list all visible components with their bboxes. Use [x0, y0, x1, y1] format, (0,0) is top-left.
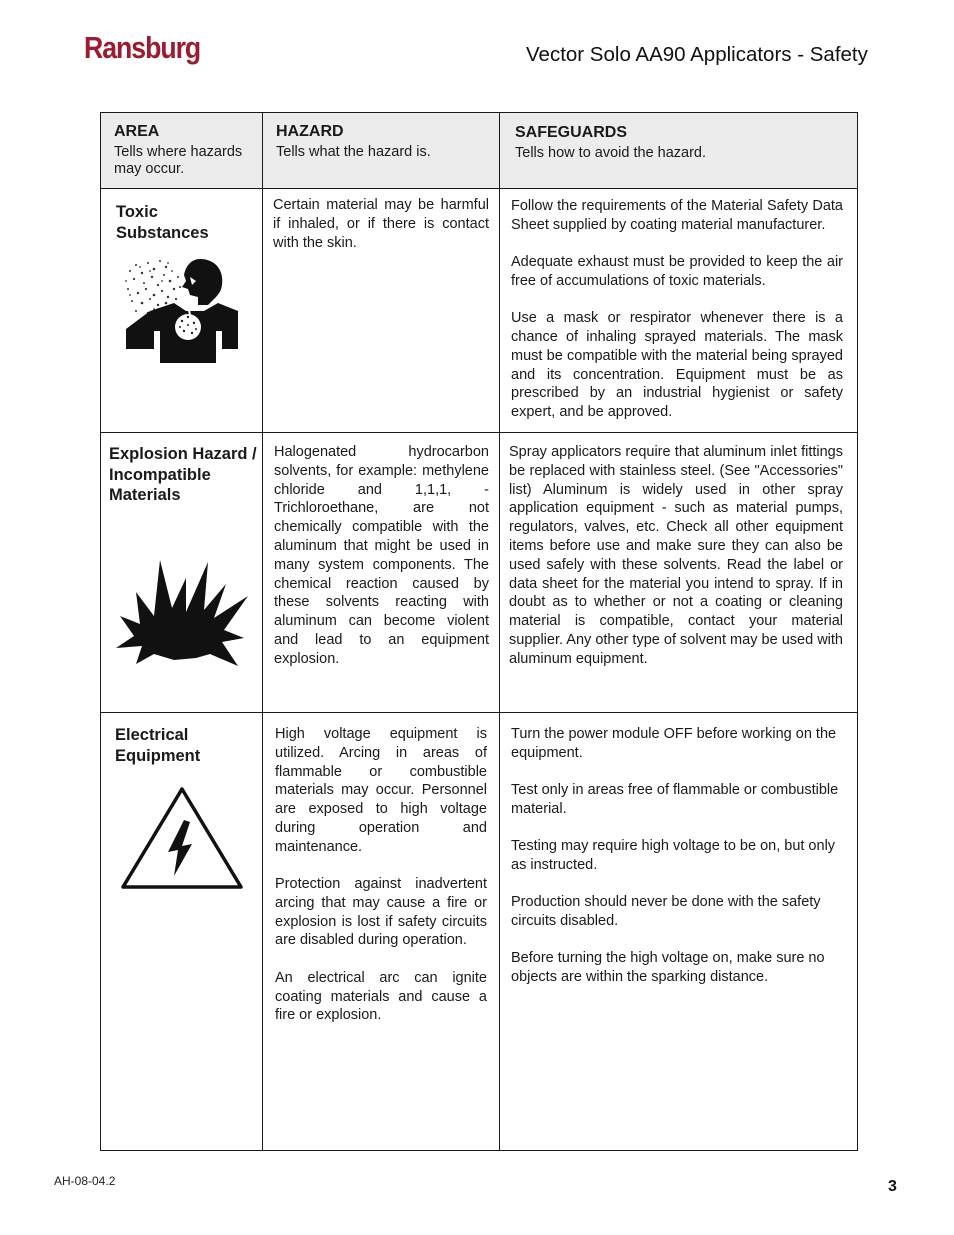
table-row [101, 713, 858, 1151]
hazard-text: Certain material may be harmful if inhaled, or if there is contact with the skin. [273, 197, 489, 251]
header-cell-safeguards [500, 113, 858, 189]
safeguard-text: Turn the power module OFF before working on the equipment. [511, 726, 837, 761]
page-number: 3 [888, 1178, 897, 1195]
hazard-text: An electrical arc can ignite coating materials and cause a fire or explosion. [275, 969, 487, 1024]
area-cell [101, 433, 263, 713]
column-description-area: Tells where hazards may occur. [114, 144, 243, 177]
safeguard-text: Adequate exhaust must be provided to keep the air free of accumulations of toxic materials. [511, 254, 843, 289]
safeguards-cell [500, 189, 858, 433]
safeguard-text: Testing may require high voltage to be on, but only as instructed. [511, 838, 836, 873]
safeguards-cell [500, 433, 858, 713]
header-cell-hazard [263, 113, 500, 189]
safeguard-text: Spray applicators require that aluminum inlet fittings be replaced with stainless steel. (See "Accessories" list) Aluminum is widely used in other spray application equipment - such as material pumps, regulators, valves, etc. Check all other equipment items before use and make sure they can also be used safely with these solvents. Read the label or data sheet for the material you intend to spray. If in doubt as to whether or not a coating or cleaning material is compatible, contact your material supplier. Any other type of solvent may be used with aluminum equipment. [509, 444, 843, 667]
hazard-cell [263, 189, 500, 433]
area-name: Electrical Equipment [115, 726, 201, 765]
area-name: Explosion Hazard / Incompatible Materials [109, 445, 257, 504]
high-voltage-warning-icon [102, 766, 261, 892]
column-label-hazard: HAZARD [276, 123, 344, 140]
safeguard-text: Follow the requirements of the Material Safety Data Sheet supplied by coating material manufacturer. [511, 198, 843, 233]
column-description-safeguards: Tells how to avoid the hazard. [515, 145, 707, 161]
document-code: AH-08-04.2 [54, 1174, 116, 1188]
hazard-cell [263, 433, 500, 713]
table-header-row [101, 113, 858, 189]
explosion-icon [102, 506, 261, 670]
safeguard-text: Use a mask or respirator whenever there is a chance of inhaling sprayed materials. The mask must be compatible with the material being sprayed and its concentration. Equipment must be as prescribed by an industrial hygienist or safety expert, and be approved. [511, 310, 843, 421]
column-description-hazard: Tells what the hazard is. [276, 144, 431, 160]
safety-table [100, 112, 858, 1151]
table-row [101, 189, 858, 433]
hazard-text: Protection against inadvertent arcing that may cause a fire or explosion is lost if safety circuits are disabled during operation. [275, 876, 487, 949]
area-name: Toxic Substances [116, 203, 209, 242]
safeguard-text: Before turning the high voltage on, make sure no objects are within the sparking distance. [511, 950, 825, 986]
column-label-safeguards: SAFEGUARDS [515, 124, 628, 141]
column-label-area: AREA [114, 123, 160, 140]
safeguard-text: Production should never be done with the safety circuits disabled. [511, 894, 821, 930]
brand-logo: Ransburg [84, 30, 201, 65]
page-title: Vector Solo AA90 Applicators - Safety [526, 43, 868, 66]
safeguards-cell [500, 713, 858, 1151]
toxic-inhalation-icon [102, 243, 261, 367]
hazard-text: High voltage equipment is utilized. Arcing in areas of flammable or combustible materials may occur. Personnel are exposed to high voltage during operation and maintenance. [275, 726, 487, 855]
table-row [101, 433, 858, 713]
area-cell [101, 713, 263, 1151]
hazard-cell [263, 713, 500, 1151]
safeguard-text: Test only in areas free of flammable or combustible material. [511, 782, 839, 817]
header-cell-area [101, 113, 263, 189]
area-cell [101, 189, 263, 433]
hazard-text: Halogenated hydrocarbon solvents, for example: methylene chloride and 1,1,1, - Trichloroethane, are not chemically compatible with the aluminum that might be used in many system components. The chemical reaction caused by these solvents reacting with aluminum can become violent and lead to an equipment explosion. [274, 444, 489, 667]
